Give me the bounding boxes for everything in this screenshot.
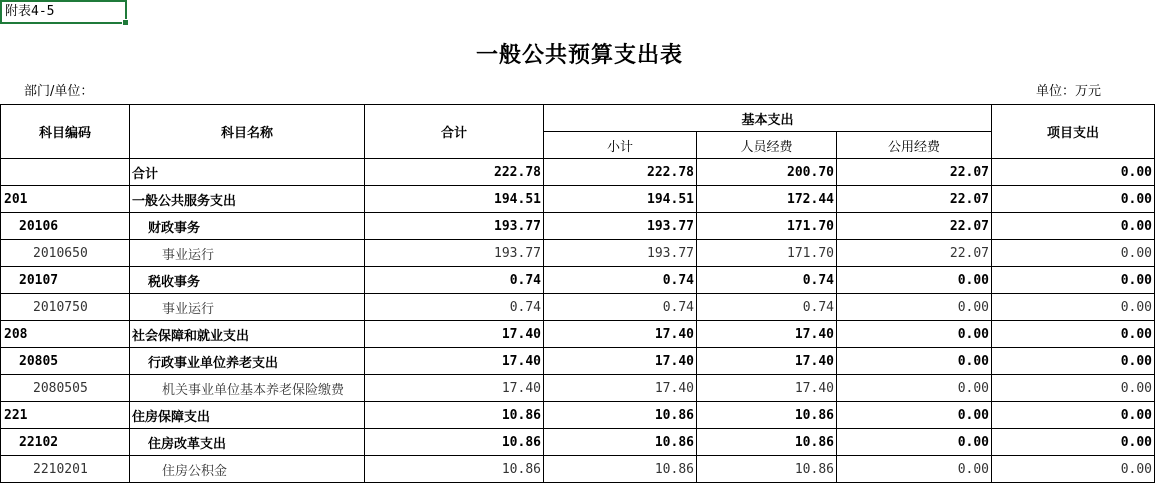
table-row: [1, 213, 1155, 240]
cell-subtotal[interactable]: 10.86: [544, 456, 697, 483]
cell-subtotal[interactable]: 0.74: [544, 267, 697, 294]
cell-personnel[interactable]: 10.86: [697, 456, 837, 483]
cell-personnel[interactable]: 171.70: [697, 213, 837, 240]
cell-project[interactable]: 0.00: [992, 294, 1155, 321]
table-row: [1, 159, 1155, 186]
cell-total[interactable]: 17.40: [365, 348, 544, 375]
cell-public[interactable]: 22.07: [837, 240, 992, 267]
cell-name[interactable]: 一般公共服务支出: [130, 186, 365, 213]
header-name[interactable]: 科目名称: [130, 105, 365, 159]
cell-project[interactable]: 0.00: [992, 186, 1155, 213]
cell-name[interactable]: 事业运行: [130, 294, 365, 321]
unit-label: 单位：万元: [1036, 84, 1102, 99]
cell-code[interactable]: 201: [1, 186, 130, 213]
cell-project[interactable]: 0.00: [992, 456, 1155, 483]
cell-total[interactable]: 0.74: [365, 294, 544, 321]
cell-subtotal[interactable]: 10.86: [544, 402, 697, 429]
header-code[interactable]: 科目编码: [1, 105, 130, 159]
table-row: [1, 240, 1155, 267]
cell-personnel[interactable]: 200.70: [697, 159, 837, 186]
cell-subtotal[interactable]: 193.77: [544, 213, 697, 240]
header-project[interactable]: 项目支出: [992, 105, 1155, 159]
cell-project[interactable]: 0.00: [992, 213, 1155, 240]
cell-personnel[interactable]: 17.40: [697, 375, 837, 402]
cell-public[interactable]: 22.07: [837, 159, 992, 186]
cell-subtotal[interactable]: 222.78: [544, 159, 697, 186]
cell-subtotal[interactable]: 10.86: [544, 429, 697, 456]
header-total[interactable]: 合计: [365, 105, 544, 159]
cell-subtotal[interactable]: 193.77: [544, 240, 697, 267]
cell-code[interactable]: 2080505: [1, 375, 130, 402]
cell-name[interactable]: 社会保障和就业支出: [130, 321, 365, 348]
fill-handle[interactable]: [122, 19, 129, 26]
cell-code[interactable]: 20106: [1, 213, 130, 240]
cell-subtotal[interactable]: 0.74: [544, 294, 697, 321]
table-row: [1, 402, 1155, 429]
cell-project[interactable]: 0.00: [992, 240, 1155, 267]
header-basic[interactable]: 基本支出: [544, 105, 992, 132]
table-row: [1, 186, 1155, 213]
cell-public[interactable]: 0.00: [837, 402, 992, 429]
cell-total[interactable]: 0.74: [365, 267, 544, 294]
cell-subtotal[interactable]: 17.40: [544, 348, 697, 375]
cell-name[interactable]: 事业运行: [130, 240, 365, 267]
cell-personnel[interactable]: 0.74: [697, 267, 837, 294]
cell-public[interactable]: 22.07: [837, 213, 992, 240]
cell-name[interactable]: 税收事务: [130, 267, 365, 294]
table-row: [1, 348, 1155, 375]
table-row: [1, 456, 1155, 483]
cell-public[interactable]: 0.00: [837, 429, 992, 456]
table-row: [1, 267, 1155, 294]
table-row: [1, 429, 1155, 456]
cell-code[interactable]: 2210201: [1, 456, 130, 483]
cell-name[interactable]: 财政事务: [130, 213, 365, 240]
cell-public[interactable]: 0.00: [837, 294, 992, 321]
cell-project[interactable]: 0.00: [992, 429, 1155, 456]
cell-code[interactable]: 22102: [1, 429, 130, 456]
header-subtotal[interactable]: 小计: [544, 132, 697, 159]
cell-total[interactable]: 10.86: [365, 456, 544, 483]
cell-name[interactable]: 机关事业单位基本养老保险缴费: [130, 375, 365, 402]
cell-subtotal[interactable]: 17.40: [544, 321, 697, 348]
cell-total[interactable]: 17.40: [365, 321, 544, 348]
cell-code[interactable]: 221: [1, 402, 130, 429]
cell-personnel[interactable]: 17.40: [697, 321, 837, 348]
cell-subtotal[interactable]: 17.40: [544, 375, 697, 402]
cell-total[interactable]: 194.51: [365, 186, 544, 213]
cell-total[interactable]: 193.77: [365, 213, 544, 240]
table-row: [1, 375, 1155, 402]
cell-personnel[interactable]: 172.44: [697, 186, 837, 213]
cell-personnel[interactable]: 17.40: [697, 348, 837, 375]
dept-label: 部门/单位：: [24, 84, 94, 99]
cell-public[interactable]: 0.00: [837, 321, 992, 348]
cell-code[interactable]: 2010750: [1, 294, 130, 321]
cell-project[interactable]: 0.00: [992, 321, 1155, 348]
cell-code[interactable]: 20107: [1, 267, 130, 294]
page-title: 一般公共预算支出表: [475, 42, 683, 68]
cell-personnel[interactable]: 171.70: [697, 240, 837, 267]
cell-public[interactable]: 0.00: [837, 267, 992, 294]
cell-name[interactable]: 行政事业单位养老支出: [130, 348, 365, 375]
cell-total[interactable]: 17.40: [365, 375, 544, 402]
cell-project[interactable]: 0.00: [992, 375, 1155, 402]
header-personnel[interactable]: 人员经费: [697, 132, 837, 159]
cell-total[interactable]: 10.86: [365, 429, 544, 456]
cell-personnel[interactable]: 10.86: [697, 402, 837, 429]
table-row: [1, 294, 1155, 321]
cell-total[interactable]: 10.86: [365, 402, 544, 429]
cell-project[interactable]: 0.00: [992, 348, 1155, 375]
cell-project[interactable]: 0.00: [992, 267, 1155, 294]
cell-total[interactable]: 193.77: [365, 240, 544, 267]
cell-personnel[interactable]: 10.86: [697, 429, 837, 456]
cell-project[interactable]: 0.00: [992, 159, 1155, 186]
cell-public[interactable]: 0.00: [837, 456, 992, 483]
cell-public[interactable]: 0.00: [837, 348, 992, 375]
cell-personnel[interactable]: 0.74: [697, 294, 837, 321]
table-row: [1, 321, 1155, 348]
header-public[interactable]: 公用经费: [837, 132, 992, 159]
cell-name[interactable]: 住房改革支出: [130, 429, 365, 456]
cell-code[interactable]: [1, 159, 130, 186]
cell-name[interactable]: 住房公积金: [130, 456, 365, 483]
budget-table: [0, 104, 1155, 483]
cell-subtotal[interactable]: 194.51: [544, 186, 697, 213]
cell-code[interactable]: 208: [1, 321, 130, 348]
cell-public[interactable]: 22.07: [837, 186, 992, 213]
cell-name[interactable]: 住房保障支出: [130, 402, 365, 429]
cell-code[interactable]: 20805: [1, 348, 130, 375]
cell-total[interactable]: 222.78: [365, 159, 544, 186]
cell-project[interactable]: 0.00: [992, 402, 1155, 429]
selected-cell[interactable]: [0, 0, 127, 24]
cell-name[interactable]: 合计: [130, 159, 365, 186]
cell-public[interactable]: 0.00: [837, 375, 992, 402]
cell-code[interactable]: 2010650: [1, 240, 130, 267]
sheet-tag-label: 附表4-5: [5, 4, 55, 19]
